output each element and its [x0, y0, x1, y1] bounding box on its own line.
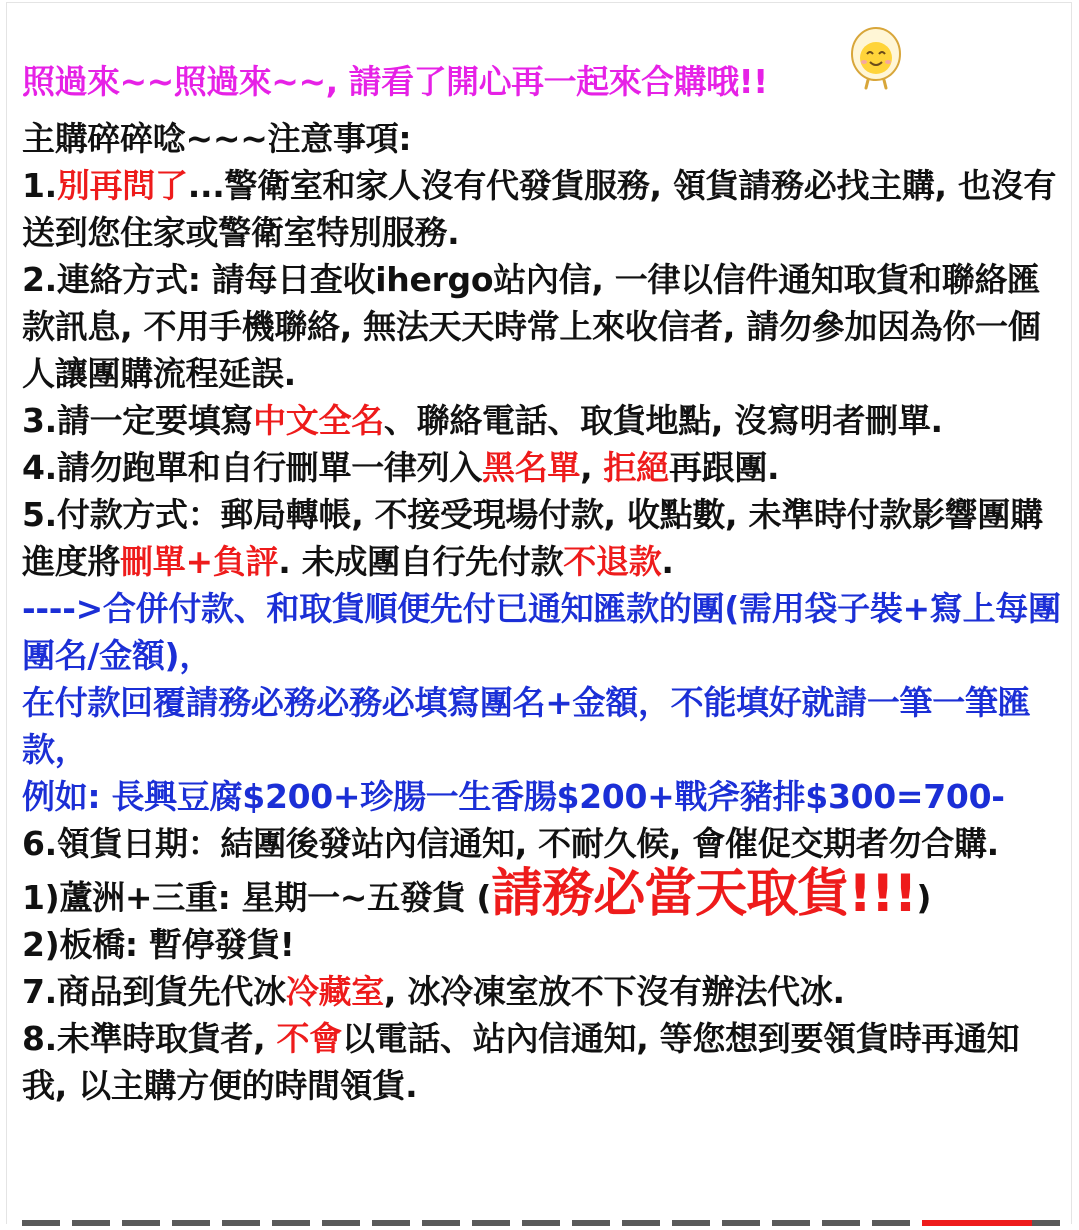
note-item-4-separator: , [580, 448, 604, 487]
blue-note-example: 例如: 長興豆腐$200+珍腸一生香腸$200+戰斧豬排$300=700- [22, 777, 1005, 816]
pickup-same-day-warning: 請務必當天取貨!!! [491, 864, 917, 924]
blue-note-payment-reply: 在付款回覆請務必務必務必填寫團名+金額，不能填好就請一筆一筆匯款， [22, 683, 1031, 769]
pickup-luzhou-sanchong [22, 864, 1062, 924]
note-item-7-text: , 冰冷凍室放不下沒有辦法代冰. [383, 972, 845, 1011]
cutoff-next-line [22, 1210, 1062, 1230]
note-item-5-suffix: . [661, 542, 674, 581]
note-item-6: 6.領貨日期：結團後發站內信通知, 不耐久候, 會催促交期者勿合購. [22, 824, 999, 863]
note-item-4 [22, 444, 1062, 491]
note-item-3-text: 、聯絡電話、取貨地點, 沒寫明者刪單. [383, 401, 943, 440]
note-item-8-text: 以電話、站內信通知, 等您想到要領貨時再通知我, 以主購方便的時間領貨. [22, 1019, 1020, 1105]
note-item-3-highlight: 中文全名 [253, 401, 384, 440]
note-item-4-text: 再跟團. [668, 448, 780, 487]
note-item-4-highlight-blacklist: 黑名單 [482, 448, 581, 487]
note-item-1 [22, 162, 1062, 256]
note-item-2: 2.連絡方式: 請每日查收ihergo站內信, 一律以信件通知取貨和聯絡匯款訊息, 不用手機聯絡, 無法天天時常上來收信者, 請勿參加因為你一個人讓團購流程延誤. [22, 260, 1041, 393]
smiling-egg-mascot-icon [846, 22, 916, 92]
note-item-8 [22, 1015, 1062, 1109]
notes-body [22, 115, 1062, 1109]
note-item-5-prefix: 5.付款方式：郵局轉帳, 不接受現場付款, 收點數, 未準時付款影響團購進度將 [22, 495, 1043, 581]
note-item-8-highlight: 不會 [276, 1019, 342, 1058]
note-item-1-text: ...警衛室和家人沒有代發貨服務, 領貨請務必找主購, 也沒有送到您住家或警衛室特別服務. [22, 166, 1057, 252]
note-item-1-highlight: 別再問了 [56, 166, 188, 205]
page-title: 照過來~~照過來~~, 請看了開心再一起來合購哦!! [22, 62, 768, 101]
note-item-5 [22, 491, 1062, 585]
note-item-8-prefix: 8.未準時取貨者, [22, 1019, 277, 1058]
note-item-5-mid: . 未成團自行先付款 [278, 542, 564, 581]
note-item-7 [22, 968, 1062, 1015]
note-item-3 [22, 397, 1062, 444]
note-item-4-highlight-reject: 拒絕 [603, 448, 669, 487]
notes-heading: 主購碎碎唸~~~注意事項: [22, 119, 412, 158]
note-item-7-prefix: 7.商品到貨先代冰 [22, 972, 286, 1011]
pickup-luzhou-suffix: ) [916, 878, 932, 917]
note-item-3-prefix: 3.請一定要填寫 [22, 401, 254, 440]
blue-note-combined-payment: ---->合併付款、和取貨順便先付已通知匯款的團(需用袋子裝+寫上每團團名/金額)， [22, 589, 1061, 675]
note-item-5-highlight-delete: 刪單+負評 [120, 542, 279, 581]
note-item-5-highlight-norefund: 不退款 [563, 542, 662, 581]
pickup-banqiao: 2)板橋: 暫停發貨! [22, 925, 295, 964]
note-item-1-number: 1. [22, 166, 57, 205]
note-item-7-highlight: 冷藏室 [285, 972, 384, 1011]
note-item-4-prefix: 4.請勿跑單和自行刪單一律列入 [22, 448, 482, 487]
pickup-luzhou-prefix: 1)蘆洲+三重: 星期一~五發貨 ( [22, 878, 492, 917]
